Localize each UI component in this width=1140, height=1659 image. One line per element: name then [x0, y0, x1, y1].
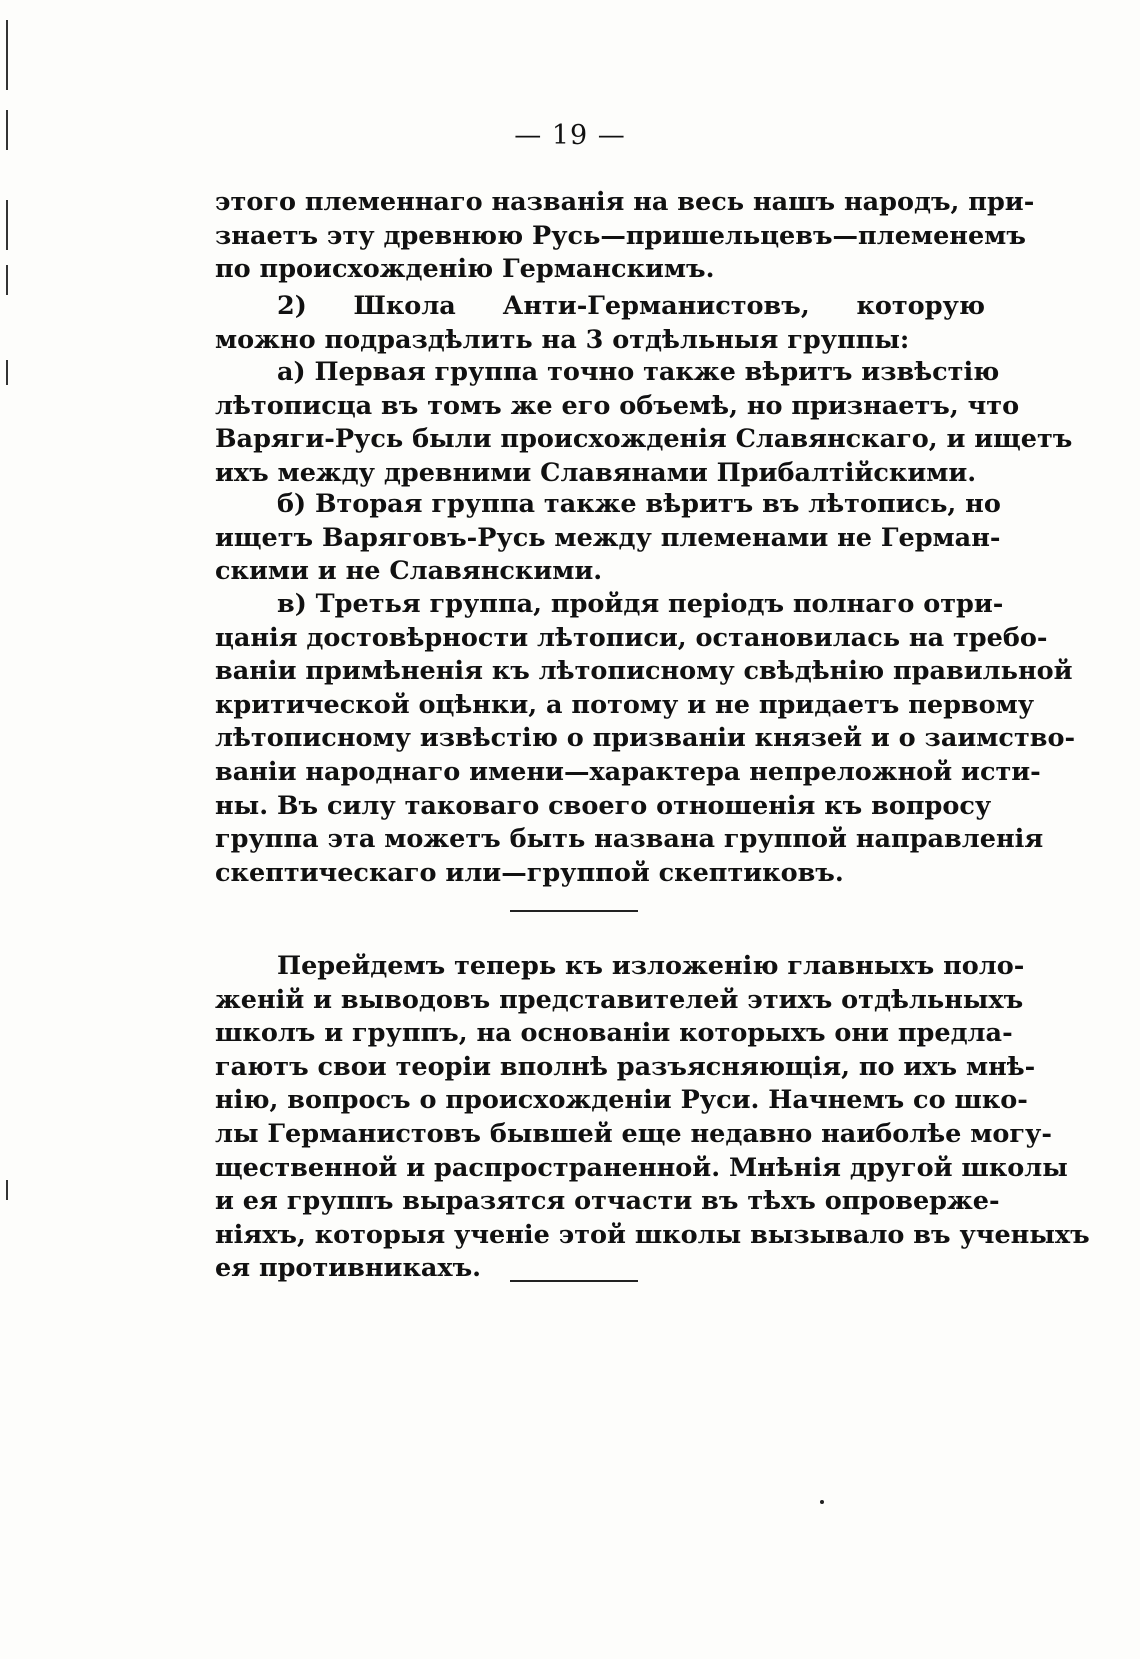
text-line: ны. Въ силу таковаго своего отношенія къ вопросу: [215, 790, 992, 821]
text-line: критической оцѣнки, а потому и не придаетъ первому: [215, 689, 1035, 720]
paragraph-6: [215, 950, 1090, 1286]
scan-edge-mark: [6, 265, 8, 295]
text-line: школъ и группъ, на основаніи которыхъ они предла-: [215, 1018, 1013, 1049]
text-line: ніяхъ, которыя ученіе этой школы вызывало въ ученыхъ: [215, 1219, 1090, 1250]
text-line: этого племеннаго названія на весь нашъ народъ, при-: [215, 187, 1035, 217]
text-line: ищетъ Варяговъ-Русь между племенами не Герман-: [215, 522, 1001, 553]
text-line: ваніи народнаго имени—характера непреложной исти-: [215, 756, 1041, 787]
paragraph-5: [215, 588, 1076, 890]
end-divider: [510, 1280, 638, 1282]
text-line: ваніи примѣненія къ лѣтописному свѣдѣнію правильной: [215, 656, 1073, 687]
text-line: и ея группъ выразятся отчасти въ тѣхъ опроверже-: [215, 1186, 1000, 1217]
paragraph-4: [215, 488, 1001, 589]
section-divider: [510, 910, 638, 912]
text-line: Перейдемъ теперь къ изложенію главныхъ поло-: [277, 951, 1025, 981]
paragraph-2: [215, 290, 985, 357]
page-number: — 19 —: [514, 120, 626, 151]
paragraph-1: [215, 186, 1035, 287]
text-line: скими и не Славянскими.: [215, 556, 603, 587]
scan-edge-mark: [6, 1180, 8, 1200]
text-line: по происхожденію Германскимъ.: [215, 254, 715, 285]
ink-speck: [820, 1500, 824, 1504]
text-line: Варяги-Русь были происхожденія Славянскаго, и ищетъ: [215, 424, 1073, 455]
text-line: гаютъ свои теоріи вполнѣ разъясняющія, по ихъ мнѣ-: [215, 1051, 1036, 1082]
text-line: нію, вопросъ о происхожденіи Руси. Начнемъ со шко-: [215, 1085, 1028, 1116]
scan-edge-mark: [6, 200, 8, 250]
text-line: группа эта можетъ быть названа группой направленія: [215, 824, 1044, 855]
text-line: ихъ между древними Славянами Прибалтійскими.: [215, 457, 977, 488]
text-line: 2) Школа Анти-Германистовъ, которую: [277, 291, 985, 321]
text-line: знаетъ эту древнюю Русь—пришельцевъ—племенемъ: [215, 220, 1026, 251]
text-line: лѣтописному извѣстію о призваніи князей и о заимство-: [215, 723, 1076, 754]
scan-edge-mark: [6, 110, 8, 150]
text-line: в) Третья группа, пройдя періодъ полнаго отри-: [277, 589, 1004, 619]
text-line: б) Вторая группа также вѣритъ въ лѣтопись, но: [277, 489, 1001, 519]
text-line: лы Германистовъ бывшей еще недавно наиболѣе могу-: [215, 1118, 1052, 1149]
paragraph-3: [215, 356, 1073, 490]
text-line: цанія достовѣрности лѣтописи, остановилась на требо-: [215, 622, 1048, 653]
text-line: а) Первая группа точно также вѣритъ извѣстію: [277, 357, 1000, 387]
text-line: лѣтописца въ томъ же его объемѣ, но признаетъ, что: [215, 390, 1020, 421]
text-line: можно подраздѣлить на 3 отдѣльныя группы:: [215, 324, 910, 355]
text-line: ея противникахъ.: [215, 1253, 482, 1284]
text-line: женій и выводовъ представителей этихъ отдѣльныхъ: [215, 984, 1024, 1015]
text-line: щественной и распространенной. Мнѣнія другой школы: [215, 1152, 1068, 1183]
scan-edge-mark: [6, 360, 8, 385]
scan-edge-mark: [6, 20, 8, 90]
text-line: скептическаго или—группой скептиковъ.: [215, 857, 844, 888]
